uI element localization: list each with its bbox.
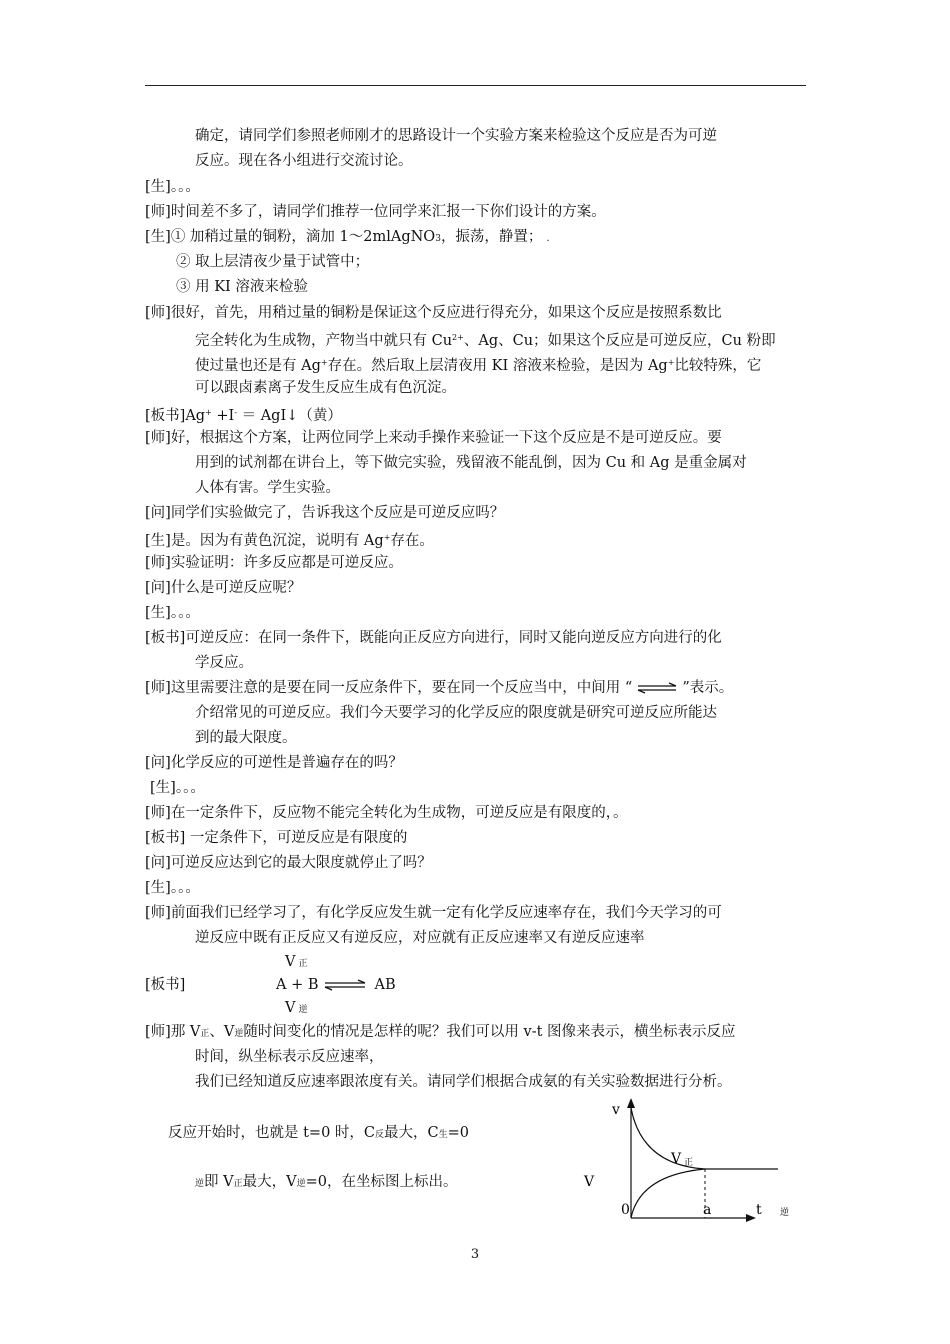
text-seg: 存在。然后取上层清夜用 KI 溶液来检验，是因为 Ag bbox=[327, 358, 668, 374]
text-seg: =0 bbox=[447, 1125, 470, 1141]
text-line bbox=[195, 328, 776, 351]
stray-mark: . bbox=[546, 233, 550, 244]
text-seg: +I bbox=[211, 408, 235, 424]
board-label: [板书] bbox=[145, 977, 186, 993]
text-line: 确定，请同学们参照老师刚才的思路设计一个实验方案来检验这个反应是否为可逆 bbox=[195, 128, 717, 144]
text-line: ② 取上层清夜少量于试管中； bbox=[176, 254, 370, 270]
forward-curve-label: V bbox=[671, 1151, 682, 1167]
header-rule bbox=[145, 85, 806, 86]
text-line: [生]。。。 bbox=[145, 179, 200, 195]
text-seg: 存在。 bbox=[390, 533, 434, 549]
text-line: 我们已经知道反应速率跟浓度有关。请同学们根据合成氨的有关实验数据进行分析。 bbox=[195, 1074, 732, 1090]
text-line: [生]。。。 bbox=[150, 780, 205, 796]
origin-label: 0 bbox=[621, 1202, 630, 1218]
text-seg: [师]这里需要注意的是要在同一反应条件下，要在同一个反应当中，中间用 “ bbox=[145, 680, 633, 696]
text-line: [师]好，根据这个方案，让两位同学上来动手操作来验证一下这个反应是不是可逆反应。要 bbox=[145, 430, 722, 446]
text-seg: V bbox=[285, 1000, 296, 1016]
equilibrium-arrow-icon bbox=[636, 682, 678, 694]
v-reverse-label bbox=[285, 998, 308, 1020]
text-seg: [生]是。因为有黄色沉淀，说明有 Ag bbox=[145, 533, 384, 549]
text-line: 介绍常见的可逆反应。我们今天要学习的化学反应的限度就是研究可逆反应所能达 bbox=[195, 705, 717, 721]
text-line: 时间，纵坐标表示反应速率， bbox=[195, 1049, 384, 1065]
text-line: [师]前面我们已经学习了，有化学反应发生就一定有化学反应速率存在，我们今天学习的可 bbox=[145, 905, 722, 921]
text-line bbox=[145, 528, 434, 551]
x-axis-arrow-icon bbox=[746, 1214, 756, 1222]
equilibrium-time-label: a bbox=[703, 1202, 712, 1218]
y-axis-arrow-icon bbox=[627, 1098, 635, 1108]
equation-line bbox=[276, 975, 396, 995]
page-number: 3 bbox=[470, 1247, 480, 1262]
reactants: A + B bbox=[276, 977, 319, 993]
text-line: ③ 用 KI 溶液来检验 bbox=[176, 279, 308, 295]
reverse-sub-label: 逆 bbox=[780, 1208, 790, 1218]
subscript: 逆 bbox=[195, 1179, 205, 1189]
text-seg: ，振荡，静置； bbox=[440, 229, 543, 245]
text-line: [生]。。。 bbox=[145, 605, 200, 621]
superscript: - bbox=[234, 408, 237, 417]
text-line: [问]什么是可逆反应呢？ bbox=[145, 580, 302, 596]
text-line: [问]化学反应的可逆性是普遍存在的吗？ bbox=[145, 755, 403, 771]
text-seg: [板书]Ag bbox=[145, 408, 206, 424]
text-line: 学反应。 bbox=[195, 655, 253, 671]
vt-graph bbox=[570, 1095, 800, 1230]
text-line: [师]时间差不多了，请同学们推荐一位同学来汇报一下你们设计的方案。 bbox=[145, 204, 606, 220]
text-line: 人体有害。学生实验。 bbox=[195, 480, 340, 496]
superscript: + bbox=[320, 358, 328, 367]
text-seg: [生]① 加稍过量的铜粉，滴加 1～2mlAgNO bbox=[145, 229, 436, 245]
reverse-v-label: V bbox=[584, 1174, 595, 1190]
subscript: 生 bbox=[438, 1130, 448, 1140]
text-line: 用到的试剂都在讲台上，等下做完实验，残留液不能乱倒，因为 Cu 和 Ag 是重金属对 bbox=[195, 455, 747, 471]
subscript: 3 bbox=[435, 234, 441, 244]
superscript: + bbox=[667, 358, 675, 367]
text-line bbox=[145, 227, 550, 249]
text-seg: 最大，C bbox=[384, 1125, 439, 1141]
forward-rate-curve bbox=[631, 1108, 778, 1169]
text-line: [生]。。。 bbox=[145, 880, 200, 896]
text-line bbox=[195, 353, 761, 376]
text-line: [师]很好，首先，用稍过量的铜粉是保证这个反应进行得充分，如果这个反应是按照系数比 bbox=[145, 305, 722, 321]
superscript: 2+ bbox=[452, 333, 464, 342]
text-line: [问]可逆反应达到它的最大限度就停止了吗？ bbox=[145, 855, 432, 871]
text-seg: 随时间变化的情况是怎样的呢？我们可以用 v-t 图像来表示，横坐标表示反应 bbox=[243, 1024, 736, 1040]
subscript: 正 bbox=[233, 1179, 243, 1189]
text-line: 可以跟卤素离子发生反应生成有色沉淀。 bbox=[195, 380, 456, 396]
text-line: 反应。现在各小组进行交流讨论。 bbox=[195, 153, 413, 169]
text-seg: 最大，V bbox=[242, 1174, 297, 1190]
text-seg: =0，在坐标图上标出。 bbox=[305, 1174, 458, 1190]
text-line: [板书]可逆反应：在同一条件下，既能向正反应方向进行，同时又能向逆反应方向进行的化 bbox=[145, 630, 722, 646]
subscript: 反 bbox=[375, 1130, 385, 1140]
text-seg: 、V bbox=[209, 1024, 235, 1040]
text-seg: V bbox=[285, 954, 296, 970]
subscript: 逆 bbox=[296, 1179, 306, 1189]
text-seg: ”表示。 bbox=[682, 680, 734, 696]
y-axis-label: v bbox=[612, 1102, 620, 1118]
subscript: 逆 bbox=[234, 1029, 244, 1039]
product: AB bbox=[374, 977, 396, 993]
superscript: + bbox=[205, 408, 212, 417]
text-seg: [师]那 V bbox=[145, 1024, 201, 1040]
text-line bbox=[145, 1022, 736, 1044]
text-seg: 比较特殊，它 bbox=[674, 358, 762, 374]
text-line: [问]同学们实验做完了，告诉我这个反应是可逆反应吗？ bbox=[145, 505, 505, 521]
text-line: 逆反应中既有正反应又有逆反应，对应就有正反应速率又有逆反应速率 bbox=[195, 930, 645, 946]
text-line: [板书] 一定条件下，可逆反应是有限度的 bbox=[145, 830, 408, 846]
text-seg: 即 V bbox=[204, 1174, 234, 1190]
text-line bbox=[195, 1172, 458, 1194]
subscript: 正 bbox=[200, 1029, 210, 1039]
v-forward-label bbox=[285, 952, 308, 974]
text-seg: 完全转化为生成物，产物当中就只有 Cu bbox=[195, 333, 453, 349]
text-line bbox=[145, 403, 342, 426]
text-seg: 反应开始时，也就是 t=0 时，C bbox=[168, 1125, 376, 1141]
forward-curve-sub: 正 bbox=[684, 1158, 694, 1168]
text-line: 到的最大限度。 bbox=[195, 730, 297, 746]
subscript: 逆 bbox=[298, 1005, 308, 1015]
x-axis-label: t bbox=[756, 1202, 762, 1218]
text-line bbox=[145, 678, 733, 698]
text-line: [师]实验证明：许多反应都是可逆反应。 bbox=[145, 555, 403, 571]
equilibrium-arrow-icon bbox=[323, 979, 367, 991]
text-seg: 使过量也还是有 Ag bbox=[195, 358, 321, 374]
text-line: [师]在一定条件下，反应物不能完全转化为生成物，可逆反应是有限度的，。 bbox=[145, 805, 628, 821]
text-seg: ＝ AgI↓（黄） bbox=[236, 408, 342, 424]
superscript: + bbox=[383, 533, 391, 542]
reverse-rate-curve bbox=[631, 1169, 705, 1218]
text-seg: 、Ag、Cu；如果这个反应是可逆反应，Cu 粉即 bbox=[463, 333, 776, 349]
text-line bbox=[168, 1123, 469, 1145]
subscript: 正 bbox=[298, 959, 308, 969]
